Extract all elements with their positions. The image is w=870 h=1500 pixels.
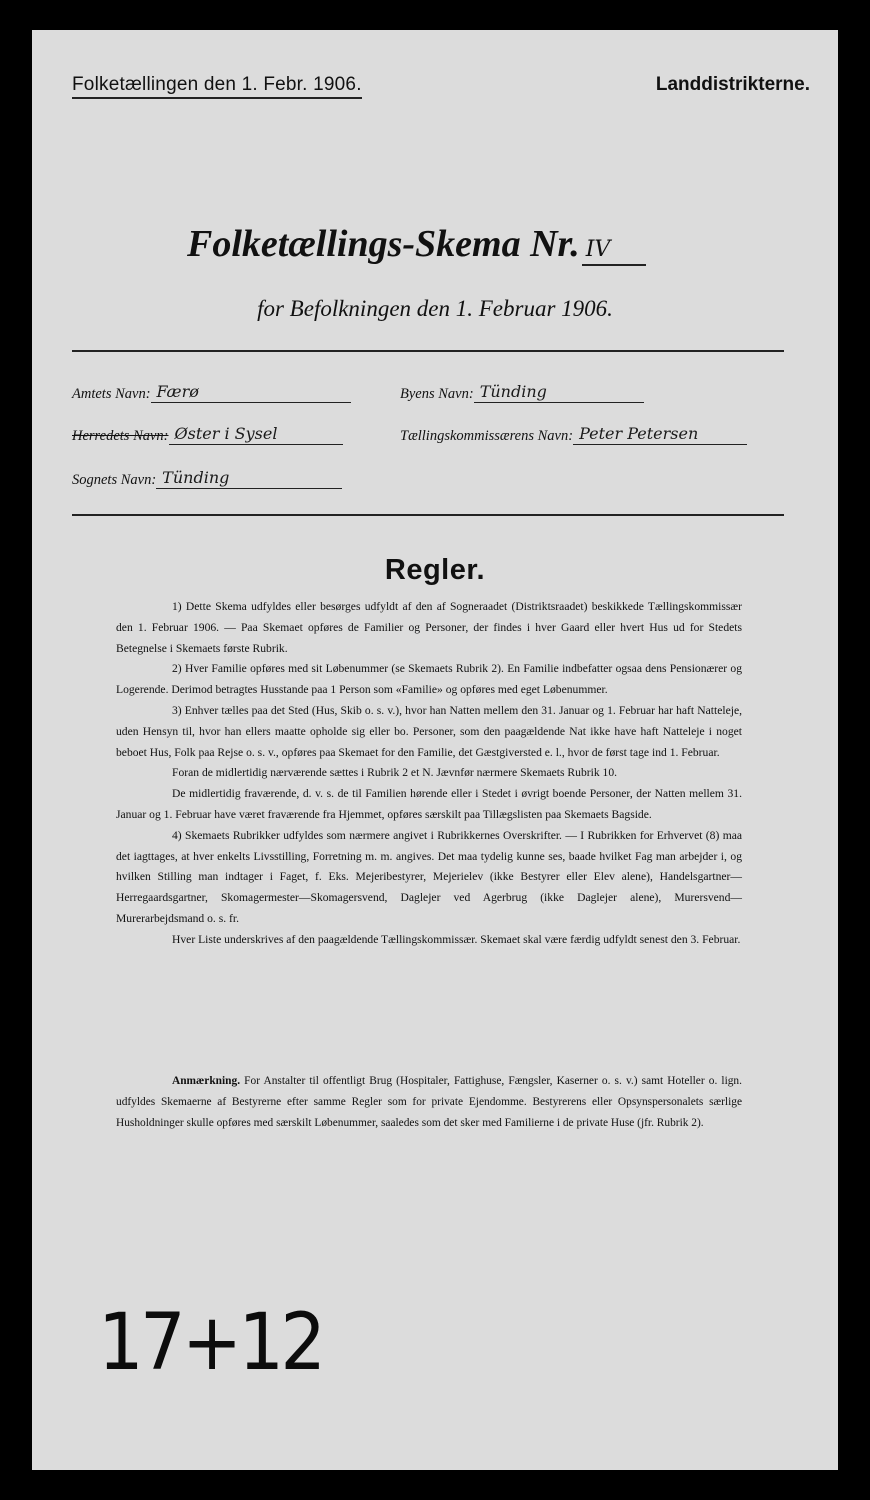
- top-divider: [72, 350, 784, 352]
- handwritten-count: 17+12: [98, 1298, 323, 1388]
- amt-field: [72, 382, 351, 403]
- remark-text: For Anstalter til offentligt Brug (Hospitaler, Fattighuse, Fængsler, Kaserner o. s. v.) samt Hoteller o. lign. udfyldes Skemaerne af Bestyrerne efter samme Regler som for private Ejendomme. Bestyrerens eller Opsynspersonalets særlige Husholdninger skulle opføres med særskilt Løbenummer, saaledes som det sker med Familierne i de private Huse (jfr. Rubrik 2).: [116, 1075, 742, 1129]
- rule-paragraph: 4) Skemaets Rubrikker udfyldes som nærmere angivet i Rubrikkernes Overskrifter. — I Rubrikken for Erhvervet (8) maa det iagttages, at hver enkelts Livsstilling, Forretning m. m. angives. Det maa tydelig kunne ses, baade hvilket Fag man arbejder i, og hvilken Stilling man indtager i Faget, f. Eks. Mejeribestyrer, Mejerielev (ikke Bestyrer eller Elev alene), Handelsgartner—Herregaardsgartner, Skomagermester—Skomagersvend, Daglejer ved Agerbrug (ikke Daglejer alene), Murersvend—Murerarbejdsmand o. s. fr.: [116, 828, 742, 925]
- sogn-label: Sognets Navn:: [72, 472, 157, 488]
- remark-lead: Anmærkning.: [172, 1075, 241, 1087]
- herred-label: Herredets Navn:: [72, 428, 169, 444]
- kommissaer-value: Peter Petersen: [573, 424, 747, 445]
- form-title-text: Folketællings-Skema Nr.: [187, 223, 580, 265]
- amt-value: Færø: [151, 382, 351, 403]
- kommissaer-field: [400, 424, 747, 445]
- rules-list: [116, 597, 742, 951]
- rule-paragraph: 1) Dette Skema udfyldes eller besørges udfyldt af den af Sogneraadet (Distriktsraadet) beskikkede Tællingskommissær den 1. Februar 1906. — Paa Skemaet opføres de Familier og Personer, der findes i hver Gaard eller hvert Hus ud for Stedets Betegnelse i Skemaets første Rubrik.: [116, 600, 742, 655]
- rule-paragraph: De midlertidig fraværende, d. v. s. de til Familien hørende eller i Stedet i øvrigt boende Personer, der Natten mellem 31. Januar og 1. Februar have været fraværende fra Hjemmet, opføres særskilt paa Tillægslisten paa Skemaets Bagside.: [116, 787, 742, 821]
- rule-paragraph: 3) Enhver tælles paa det Sted (Hus, Skib o. s. v.), hvor han Natten mellem den 31. Januar og 1. Februar har haft Natteleje, uden Hensyn til, hvor han ellers maatte opholde sig eller bo. Personer, som den paagældende Nat ikke have haft Natteleje i noget beboet Hus, Folk paa Rejse o. s. v., opføres paa Skemaet for den Familie, det Gæstgiversted e. l., hvor de først tage ind 1. Februar.: [116, 703, 742, 759]
- by-field: [400, 382, 644, 403]
- census-date-header: Folketællingen den 1. Febr. 1906.: [72, 74, 362, 99]
- rules-heading: Regler.: [384, 554, 486, 586]
- rule-paragraph: 2) Hver Familie opføres med sit Løbenummer (se Skemaets Rubrik 2). En Familie indbefatter ogsaa dens Pensionærer og Logerende. Derimod betragtes Husstande paa 1 Person som «Familie» og opføres med eget Løbenummer.: [116, 662, 742, 697]
- form-number: IV: [582, 237, 646, 266]
- district-type-header: Landdistrikterne.: [655, 74, 810, 95]
- rule-paragraph: Hver Liste underskrives af den paagældende Tællingskommissær. Skemaet skal være færdig udfyldt senest den 3. Februar.: [172, 932, 741, 946]
- bottom-divider: [72, 514, 784, 516]
- census-form-page: [32, 30, 838, 1470]
- by-value: Tünding: [474, 382, 644, 403]
- by-label: Byens Navn:: [400, 386, 474, 402]
- kommissaer-label: Tællingskommissærens Navn:: [400, 428, 574, 444]
- herred-value: Øster i Sysel: [169, 424, 343, 445]
- amt-label: Amtets Navn:: [72, 386, 151, 402]
- sogn-value: Tünding: [156, 468, 342, 489]
- form-title: [187, 222, 646, 266]
- sogn-field: [72, 468, 342, 489]
- form-subtitle: for Befolkningen den 1. Februar 1906.: [257, 296, 613, 321]
- rule-paragraph: Foran de midlertidig nærværende sættes i Rubrik 2 et N. Jævnfør nærmere Skemaets Rubrik 10.: [172, 766, 618, 780]
- remark-section: [116, 1071, 742, 1133]
- herred-field: [72, 424, 343, 445]
